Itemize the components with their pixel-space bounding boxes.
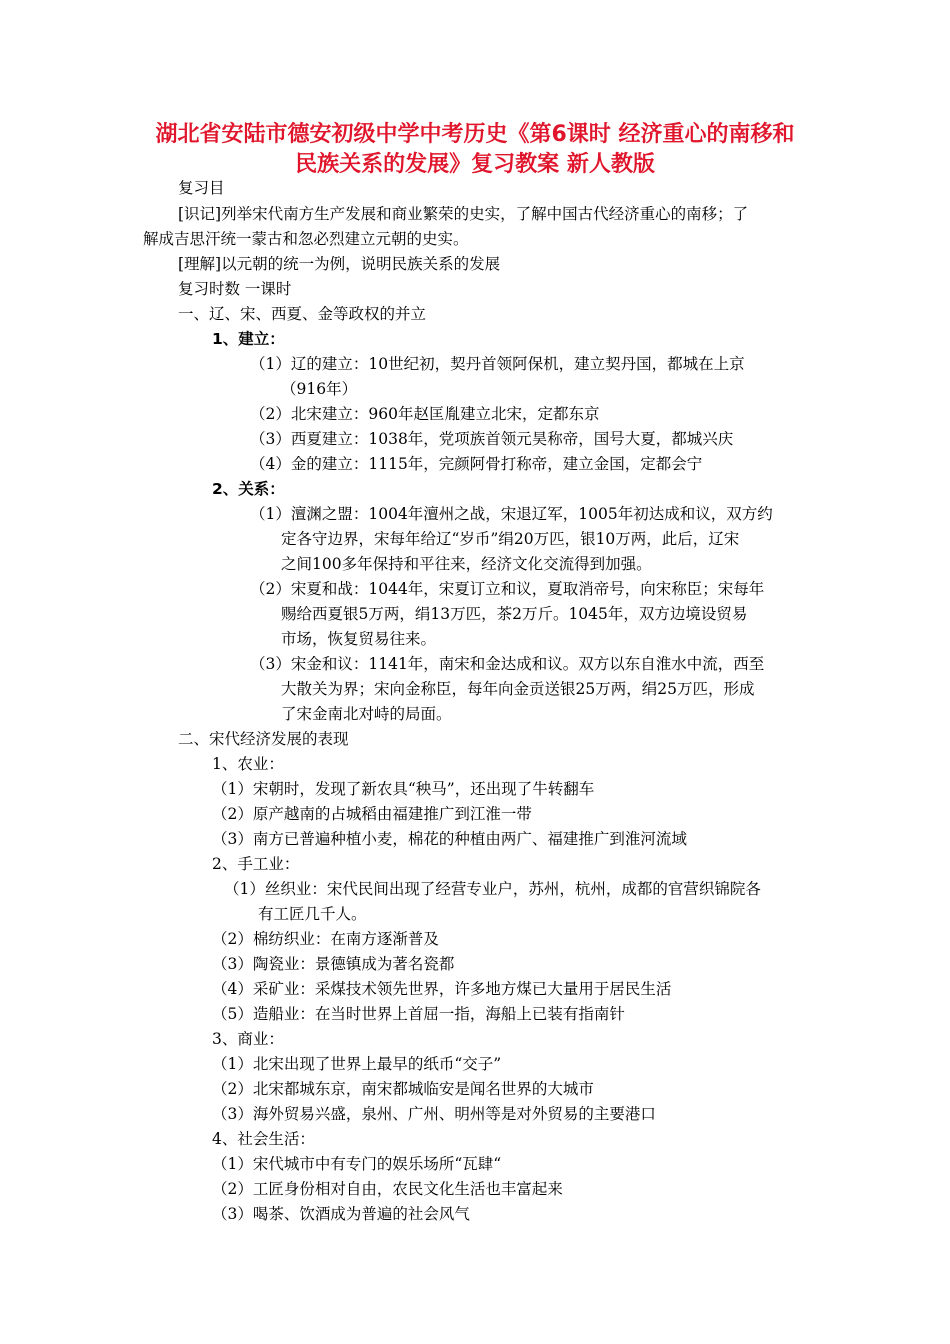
social-life-item-2: （2）工匠身份相对自由，农民文化生活也丰富起来 xyxy=(212,1180,563,1198)
section-2-heading: 二、宋代经济发展的表现 xyxy=(178,730,349,748)
title-line-2: 民族关系的发展》复习教案 新人教版 xyxy=(295,152,655,177)
objectives-heading: 复习目 xyxy=(178,179,225,197)
relations-item-3-cont-1: 大散关为界；宋向金称臣，每年向金贡送银25万两，绢25万匹，形成 xyxy=(281,680,755,698)
relations-item-3-cont-2: 了宋金南北对峙的局面。 xyxy=(281,705,452,723)
handicraft-item-4: （4）采矿业：采煤技术领先世界，许多地方煤已大量用于居民生活 xyxy=(212,980,672,998)
agriculture-subheading: 1、农业： xyxy=(212,755,284,773)
hours-text: 复习时数 一课时 xyxy=(178,280,292,298)
relations-item-3: （3）宋金和议：1141年，南宋和金达成和议。双方以东自淮水中流，西至 xyxy=(250,655,765,673)
establish-item-3: （3）西夏建立：1038年，党项族首领元昊称帝，国号大夏，都城兴庆 xyxy=(250,430,734,448)
social-life-item-3: （3）喝茶、饮酒成为普遍的社会风气 xyxy=(212,1205,470,1223)
establish-item-1-cont: （916年） xyxy=(281,380,358,398)
relations-item-1-cont-1: 定各守边界，宋每年给辽“岁币”绢20万匹，银10万两，此后，辽宋 xyxy=(281,530,740,548)
handicraft-item-1: （1）丝织业：宋代民间出现了经营专业户，苏州，杭州，成都的官营织锦院各 xyxy=(224,880,761,898)
commerce-item-1: （1）北宋出现了世界上最早的纸币“交子” xyxy=(212,1055,502,1073)
social-life-subheading: 4、社会生活： xyxy=(212,1130,315,1148)
agriculture-item-3: （3）南方已普遍种植小麦，棉花的种植由两广、福建推广到淮河流域 xyxy=(212,830,687,848)
commerce-item-2: （2）北宋都城东京，南宋都城临安是闻名世界的大城市 xyxy=(212,1080,594,1098)
handicraft-item-2: （2）棉纺织业：在南方逐渐普及 xyxy=(212,930,439,948)
agriculture-item-2: （2）原产越南的占城稻由福建推广到江淮一带 xyxy=(212,805,532,823)
commerce-item-3: （3）海外贸易兴盛，泉州、广州、明州等是对外贸易的主要港口 xyxy=(212,1105,656,1123)
title-line-1: 湖北省安陆市德安初级中学中考历史《第6课时 经济重心的南移和 xyxy=(155,122,795,147)
relations-item-1-cont-2: 之间100多年保持和平往来，经济文化交流得到加强。 xyxy=(281,555,652,573)
document-title xyxy=(130,120,820,180)
relations-subheading: 2、关系： xyxy=(212,480,285,498)
recall-text-2: 解成吉思汗统一蒙古和忽必烈建立元朝的史实。 xyxy=(143,230,469,248)
agriculture-item-1: （1）宋朝时，发现了新农具“秧马”，还出现了牛转翻车 xyxy=(212,780,595,798)
handicraft-subheading: 2、手工业： xyxy=(212,855,300,873)
relations-item-2: （2）宋夏和战：1044年，宋夏订立和议，夏取消帝号，向宋称臣；宋每年 xyxy=(250,580,765,598)
establish-item-1: （1）辽的建立：10世纪初，契丹首领阿保机，建立契丹国，都城在上京 xyxy=(250,355,745,373)
relations-item-2-cont-1: 赐给西夏银5万两，绢13万匹，茶2万斤。1045年，双方边境设贸易 xyxy=(281,605,748,623)
understand-text: [理解]以元朝的统一为例，说明民族关系的发展 xyxy=(178,255,501,273)
section-1-heading: 一、辽、宋、西夏、金等政权的并立 xyxy=(178,305,427,323)
social-life-item-1: （1）宋代城市中有专门的娱乐场所“瓦肆“ xyxy=(212,1155,502,1173)
recall-text-1: [识记]列举宋代南方生产发展和商业繁荣的史实，了解中国古代经济重心的南移；了 xyxy=(178,205,749,223)
handicraft-item-5: （5）造船业：在当时世界上首屈一指，海船上已装有指南针 xyxy=(212,1005,625,1023)
handicraft-item-3: （3）陶瓷业：景德镇成为著名瓷都 xyxy=(212,955,455,973)
establish-item-4: （4）金的建立：1115年，完颜阿骨打称帝，建立金国，定都会宁 xyxy=(250,455,703,473)
establish-item-2: （2）北宋建立：960年赵匡胤建立北宋，定都东京 xyxy=(250,405,600,423)
establish-subheading: 1、建立： xyxy=(212,330,285,348)
relations-item-1: （1）澶渊之盟：1004年澶州之战，宋退辽军，1005年初达成和议，双方约 xyxy=(250,505,773,523)
commerce-subheading: 3、商业： xyxy=(212,1030,284,1048)
handicraft-item-1-cont: 有工匠几千人。 xyxy=(258,905,367,923)
relations-item-2-cont-2: 市场，恢复贸易往来。 xyxy=(281,630,437,648)
